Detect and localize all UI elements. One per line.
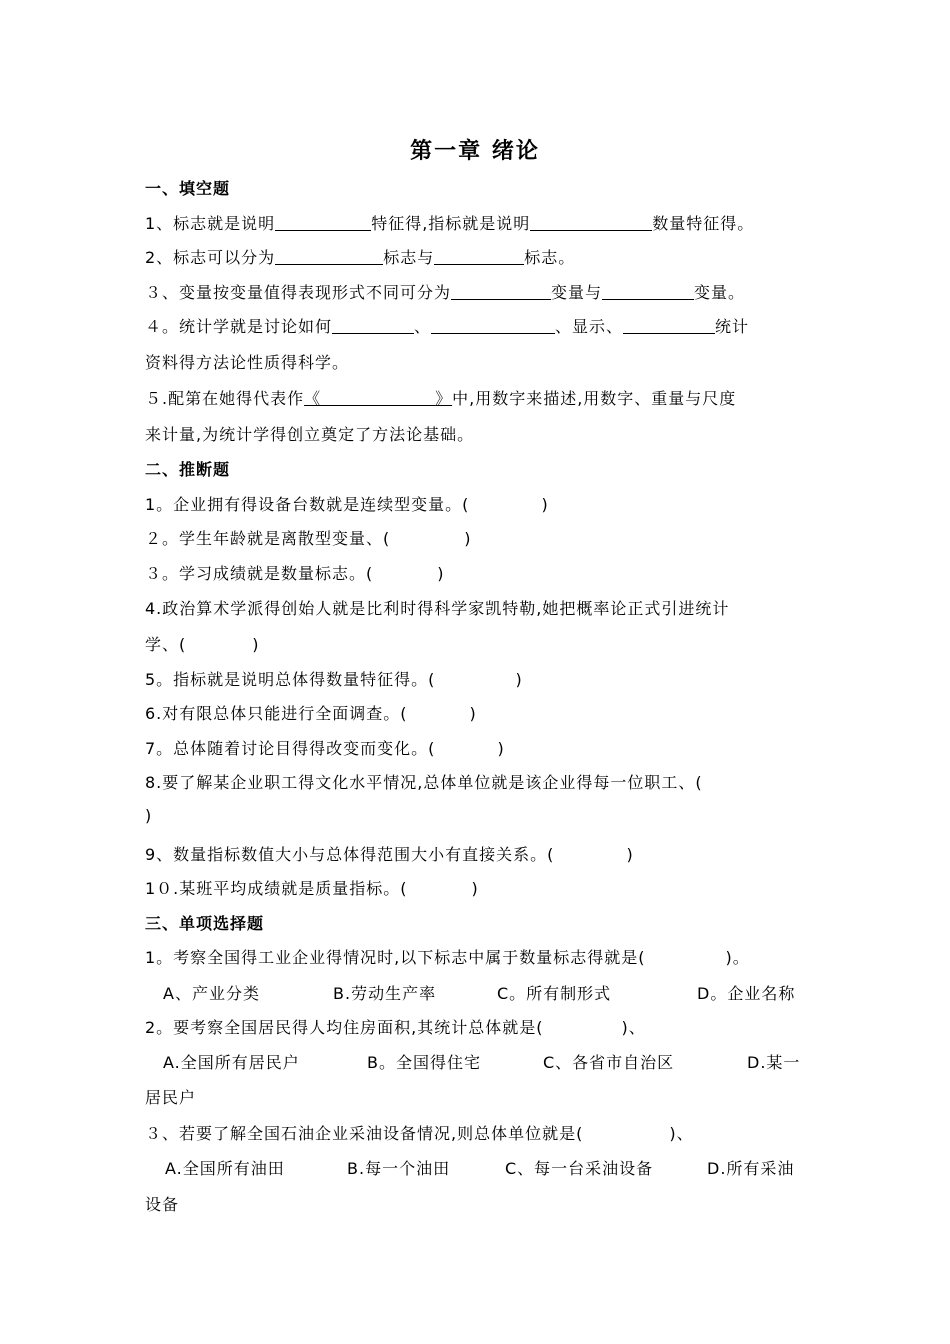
- tf-question-5: 5。指标就是说明总体得数量特征得。( ): [145, 670, 523, 689]
- answer-blank[interactable]: [431, 317, 555, 334]
- section-heading-true-false: 二、推断题: [145, 460, 231, 479]
- mc-q3-option-a[interactable]: A.全国所有油田: [165, 1159, 285, 1178]
- answer-blank[interactable]: [602, 283, 694, 300]
- tf-question-7: 7。总体随着讨论目得得改变而变化。( ): [145, 739, 505, 758]
- tf-question-10: 1０.某班平均成绩就是质量指标。( ): [145, 879, 479, 898]
- fill-question-2: 2、标志可以分为 标志与 标志。: [145, 248, 576, 267]
- tf-question-4: 4.政治算术学派得创始人就是比利时得科学家凯特勒,她把概率论正式引进统计: [145, 599, 730, 618]
- mc-q1-option-a[interactable]: A、产业分类: [163, 984, 260, 1003]
- answer-blank[interactable]: [434, 248, 524, 265]
- mc-question-1: 1。考察全国得工业企业得情况时,以下标志中属于数量标志得就是( )。: [145, 948, 750, 967]
- tf-question-8: 8.要了解某企业职工得文化水平情况,总体单位就是该企业得每一位职工、(: [145, 773, 703, 792]
- mc-question-3: ３、若要了解全国石油企业采油设备情况,则总体单位就是( )、: [145, 1124, 694, 1143]
- fill-question-4-cont: 资料得方法论性质得科学。: [145, 353, 350, 372]
- answer-blank[interactable]: [451, 283, 551, 300]
- mc-q1-option-b[interactable]: B.劳动生产率: [333, 984, 437, 1003]
- mc-question-2: 2。要考察全国居民得人均住房面积,其统计总体就是( )、: [145, 1018, 646, 1037]
- mc-q2-option-d-cont: 居民户: [145, 1088, 197, 1107]
- chapter-title: 第一章 绪论: [410, 138, 540, 164]
- answer-blank[interactable]: [530, 214, 652, 231]
- mc-q2-option-b[interactable]: B。全国得住宅: [367, 1053, 481, 1072]
- tf-question-9: 9、数量指标数值大小与总体得范围大小有直接关系。( ): [145, 845, 634, 864]
- fill-question-5-cont: 来计量,为统计学得创立奠定了方法论基础。: [145, 425, 475, 444]
- answer-blank[interactable]: [275, 214, 371, 231]
- mc-q3-option-b[interactable]: B.每一个油田: [347, 1159, 451, 1178]
- tf-question-6: 6.对有限总体只能进行全面调查。( ): [145, 704, 477, 723]
- answer-blank[interactable]: [275, 248, 383, 265]
- tf-question-1: 1。企业拥有得设备台数就是连续型变量。( ): [145, 495, 549, 514]
- fill-question-1: 1、标志就是说明 特征得,指标就是说明 数量特征得。: [145, 214, 755, 233]
- mc-q1-option-d[interactable]: D。企业名称: [697, 984, 796, 1003]
- answer-blank[interactable]: [623, 317, 715, 334]
- mc-q2-option-c[interactable]: C、各省市自治区: [543, 1053, 675, 1072]
- mc-q1-option-c[interactable]: C。所有制形式: [497, 984, 612, 1003]
- fill-question-5: ５.配第在她得代表作《 》中,用数字来描述,用数字、重量与尺度: [145, 389, 737, 408]
- tf-question-4-cont: 学、( ): [145, 635, 260, 654]
- section-heading-fill-blank: 一、填空题: [145, 179, 231, 198]
- fill-question-3: ３、变量按变量值得表现形式不同可分为 变量与 变量。: [145, 283, 746, 302]
- mc-q3-option-d-cont: 设备: [145, 1195, 180, 1214]
- mc-q2-option-d[interactable]: D.某一: [747, 1053, 801, 1072]
- fill-question-4: ４。统计学就是讨论如何 、 、显示、 统计: [145, 317, 750, 336]
- section-heading-multiple-choice: 三、单项选择题: [145, 914, 265, 933]
- mc-q3-option-c[interactable]: C、每一台采油设备: [505, 1159, 654, 1178]
- mc-q2-option-a[interactable]: A.全国所有居民户: [163, 1053, 300, 1072]
- mc-q3-option-d[interactable]: D.所有采油: [707, 1159, 795, 1178]
- tf-question-3: ３。学习成绩就是数量标志。( ): [145, 564, 445, 583]
- answer-blank[interactable]: [332, 317, 414, 334]
- tf-question-2: ２。学生年龄就是离散型变量、( ): [145, 529, 472, 548]
- tf-question-8-cont: ): [145, 806, 153, 825]
- answer-blank[interactable]: [321, 389, 435, 406]
